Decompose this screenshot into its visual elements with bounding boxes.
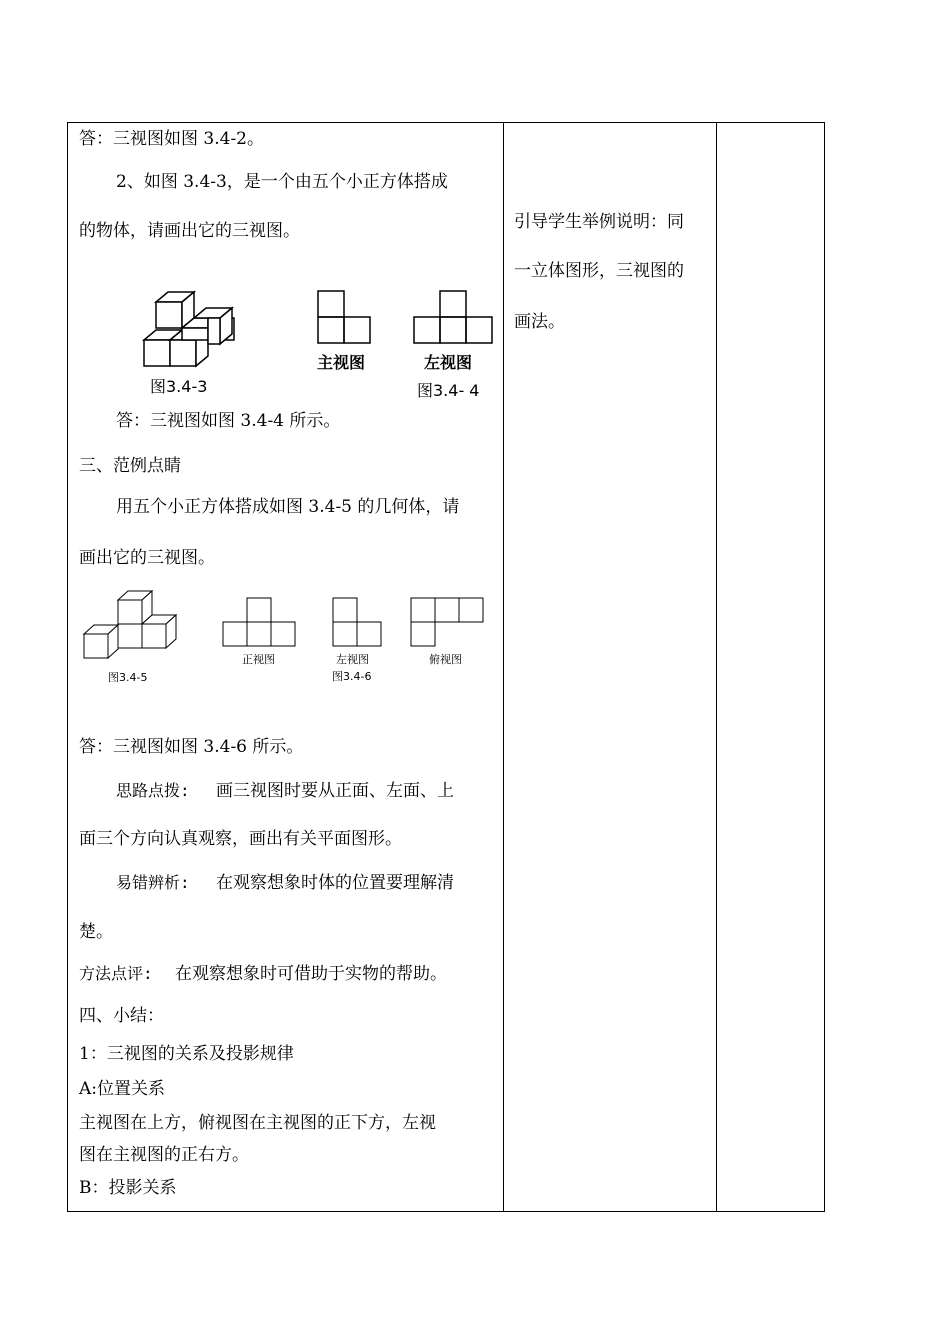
problem-2-line-2: 的物体，请画出它的三视图。 [79, 221, 300, 241]
label-main-view: 主视图 [317, 353, 366, 372]
answer-line-2: 答：三视图如图 3.4-4 所示。 [116, 411, 341, 431]
column-divider-2 [716, 123, 717, 1211]
label-top-view: 俯视图 [429, 653, 462, 666]
top-view-grid [411, 598, 483, 646]
problem-2-line-1: 2、如图 3.4-3，是一个由五个小正方体搭成 [116, 172, 448, 192]
left-view-grid-2 [333, 598, 381, 646]
example-line-1: 用五个小正方体搭成如图 3.4-5 的几何体，请 [116, 497, 460, 517]
label-front-view: 正视图 [242, 653, 275, 666]
left-view-grid [414, 291, 492, 343]
teacher-note-line-3: 画法。 [514, 312, 565, 332]
caption-fig-3-4-4: 图3.4- 4 [417, 381, 480, 400]
tip-thinking-text: 画三视图时要从正面、左面、上 [216, 781, 454, 801]
teacher-note-line-1: 引导学生举例说明：同 [514, 212, 684, 232]
tip-errors-text-2: 楚。 [79, 922, 113, 942]
label-left-view-2: 左视图 [336, 653, 369, 666]
caption-fig-3-4-3: 图3.4-3 [150, 377, 208, 396]
summary-line-3: 主视图在上方，俯视图在主视图的正下方，左视 [79, 1113, 436, 1133]
front-view-grid [223, 598, 295, 646]
section-3-heading: 三、范例点睛 [79, 456, 181, 476]
tip-label-errors: 易错辨析: [116, 873, 190, 892]
tip-label-method: 方法点评: [79, 964, 153, 983]
example-line-2: 画出它的三视图。 [79, 548, 215, 568]
section-4-heading: 四、小结： [79, 1006, 164, 1026]
summary-line-2: A:位置关系 [79, 1079, 166, 1099]
answer-line-3: 答：三视图如图 3.4-6 所示。 [79, 737, 304, 757]
label-left-view: 左视图 [424, 353, 473, 372]
tip-label-thinking: 思路点拨: [116, 781, 190, 800]
caption-fig-3-4-5: 图3.4-5 [108, 671, 148, 684]
tip-errors-text: 在观察想象时体的位置要理解清 [216, 873, 454, 893]
summary-line-5: B：投影关系 [79, 1178, 177, 1198]
answer-line-1: 答：三视图如图 3.4-2。 [79, 129, 264, 149]
caption-fig-3-4-6: 图3.4-6 [332, 670, 372, 683]
main-view-grid [318, 291, 370, 343]
summary-line-1: 1：三视图的关系及投影规律 [79, 1044, 294, 1064]
tip-method-text: 在观察想象时可借助于实物的帮助。 [175, 964, 447, 984]
summary-line-4: 图在主视图的正右方。 [79, 1145, 249, 1165]
teacher-note-line-2: 一立体图形，三视图的 [514, 261, 684, 281]
tip-thinking-text-2: 面三个方向认真观察，画出有关平面图形。 [79, 829, 402, 849]
